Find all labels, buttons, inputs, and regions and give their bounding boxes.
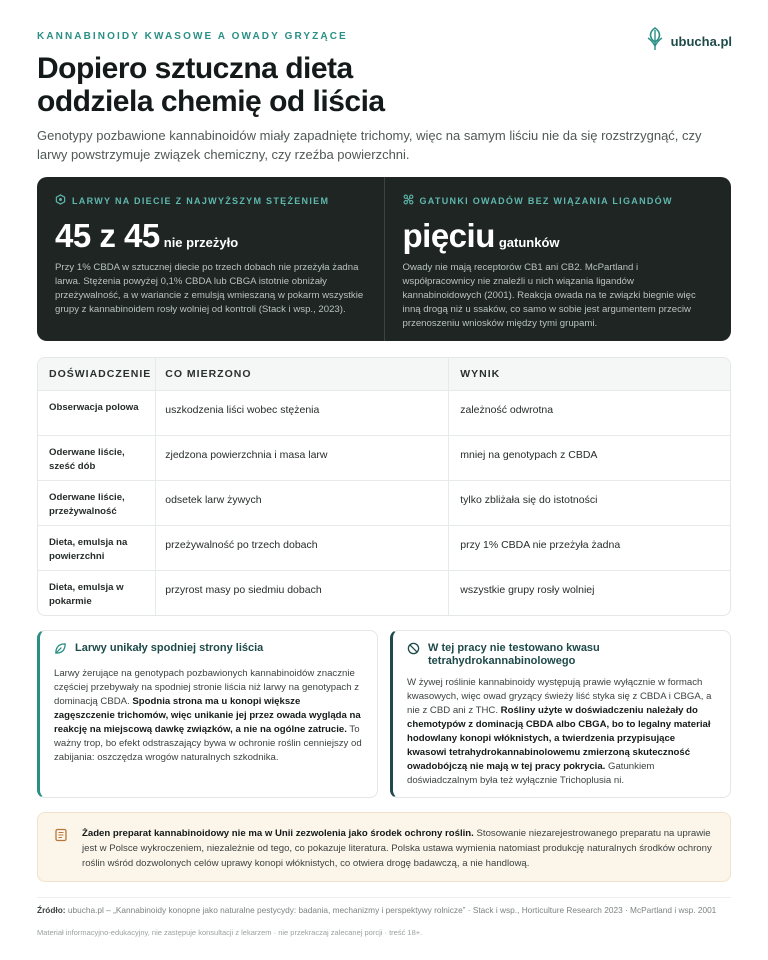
table-row <box>38 480 730 525</box>
experiment-cell: Dieta, emulsja na powierzchni <box>38 525 156 570</box>
stat-label: LARWY NA DIECIE Z NAJWYŻSZYM STĘŻENIEM <box>72 195 330 206</box>
title-line-1: Dopiero sztuczna dieta <box>37 52 353 85</box>
molecule-icon <box>403 194 414 207</box>
larvae-card <box>37 630 378 798</box>
result-cell: mniej na genotypach z CBDA <box>449 435 730 480</box>
card-text-bold: Rośliny użyte w doświadczeniu należały do chemotypów z dominacją CBDA albo CBGA, bo to legalny materiał hodowlany konopi włóknistych, a twierdzenia przypisujące kwasowi tetrahydrokannabinolowemu zmierzoną skuteczność owadobójczą nie mają w tej pracy pokrycia. <box>407 705 711 772</box>
brand-logo[interactable] <box>645 26 732 57</box>
card-body <box>54 667 363 765</box>
notice-text <box>82 826 714 871</box>
result-cell: wszystkie grupy rosły wolniej <box>449 570 730 615</box>
stat-unit: nie przeżyło <box>163 235 239 250</box>
notice-body: Stosowanie niezarejestrowanego preparatu na uprawie jest w Polsce wykroczeniem, niezależnie od tego, co pokazuje literatura. Polska ustawa wymienia natomiast produkcję naturalnych środków ochrony roślin wśród dozwolonych celów uprawy konopi włóknistych, co otwiera drogę badawczą, a nie handlową. <box>82 828 712 869</box>
stat-unit: gatunków <box>498 235 560 250</box>
measure-cell: przyrost masy po siedmiu dobach <box>156 570 449 615</box>
lede: Genotypy pozbawione kannabinoidów miały zapadnięte trichomy, więc na samym liściu nie da się rozstrzygnąć, czy larwy powstrzymuje związek chemiczny, czy rzeźba powierzchni. <box>37 128 702 162</box>
card-text: To ważny trop, bo efekt odstraszający bywa w ochronie roślin cenniejszy od zabijania: oszczędza wrogów naturalnych szkodnika. <box>54 724 362 763</box>
column-header: CO MIERZONO <box>156 358 449 390</box>
eyebrow: KANNABINOIDY KWASOWE A OWADY GRYZĄCE <box>37 31 348 42</box>
card-text-bold: Spodnia strona ma u konopi większe zagęszczenie trichomów, więc unikanie jej przez owada wygląda na reakcję na miejscową dawkę związków, a nie na ogólne zatrucie. <box>54 696 361 735</box>
measure-cell: uszkodzenia liści wobec stężenia <box>156 390 449 435</box>
table-row <box>38 390 730 435</box>
experiment-cell: Oderwane liście, przeżywalność <box>38 480 156 525</box>
legal-notice <box>37 812 731 882</box>
table-row <box>38 570 730 615</box>
table-row <box>38 435 730 480</box>
stat-value: 45 z 45 <box>55 217 160 254</box>
measure-cell: odsetek larw żywych <box>156 480 449 525</box>
experiment-cell: Oderwane liście, sześć dób <box>38 435 156 480</box>
source-label: Źródło: <box>37 905 66 915</box>
result-cell: tylko zbliżała się do istotności <box>449 480 730 525</box>
stats-panel <box>37 177 731 341</box>
leaf-icon <box>54 642 67 659</box>
untested-card <box>390 630 731 798</box>
column-header: WYNIK <box>449 358 730 390</box>
table-row <box>38 525 730 570</box>
experiments-table <box>37 357 731 616</box>
stat-description: Owady nie mają receptorów CB1 ani CB2. McPartland i współpracownicy nie znaleźli u nich wiązania ligandów kannabinoidowych (2001). Reakcja owada na te związki biegnie więc inną drogą niż u ssaków, co samo w sobie jest argumentem przeciw przenoszeniu wniosków między tymi grupami. <box>402 262 696 329</box>
card-text: Larwy żerujące na genotypach pozbawionych kannabinoidów znacznie częściej przebywały na spodniej stronie liścia niż larwy na genotypach z dominacją CBDA. <box>54 668 360 707</box>
measure-cell: przeżywalność po trzech dobach <box>156 525 449 570</box>
table-header-row <box>38 358 730 390</box>
experiment-cell: Obserwacja polowa <box>38 390 156 435</box>
card-title: W tej pracy nie testowano kwasu tetrahydrokannabinolowego <box>428 642 600 667</box>
card-title: Larwy unikały spodniej strony liścia <box>75 642 264 654</box>
card-text: W żywej roślinie kannabinoidy występują prawie wyłącznie w formach kwasowych, więc owad gryzący świeży liść styka się z CBDA i CBGA, a nie z CBD ani z THC. <box>407 677 712 716</box>
title-line-2: oddziela chemię od liścia <box>37 85 385 118</box>
card-body <box>407 676 716 788</box>
page-title <box>37 52 637 118</box>
document-icon <box>54 828 68 847</box>
notice-bold: Żaden preparat kannabinoidowy nie ma w Unii zezwolenia jako środek ochrony roślin. <box>82 828 474 839</box>
stat-description: Przy 1% CBDA w sztucznej diecie po trzech dobach nie przeżyła żadna larwa. Stężenia powyżej 0,1% CBDA lub CBGA istotnie obniżały przeżywalność, a w wariancie z emulsją wmieszaną w pokarm wszystkie grupy z kannabinoidem rosły wolniej od kontroli (Stack i wsp., 2023). <box>55 262 364 315</box>
leaf-logo-icon <box>645 26 665 57</box>
measure-cell: zjedzona powierzchnia i masa larw <box>156 435 449 480</box>
column-header: DOŚWIADCZENIE <box>38 358 156 390</box>
hexagon-icon <box>55 194 66 207</box>
source-line <box>37 897 731 917</box>
result-cell: zależność odwrotna <box>449 390 730 435</box>
stat-larvae <box>37 177 384 341</box>
prohibited-icon <box>407 642 420 659</box>
card-text: Gatunkiem doświadczalnym była też wyłącznie Trichoplusia ni. <box>407 761 655 786</box>
result-cell: przy 1% CBDA nie przeżyła żadna <box>449 525 730 570</box>
brand-name: ubucha.pl <box>670 34 732 49</box>
stat-label: GATUNKI OWADÓW BEZ WIĄZANIA LIGANDÓW <box>419 195 673 206</box>
source-text: ubucha.pl – „Kannabinoidy konopne jako naturalne pestycydy: badania, mechanizmy i perspektywy rolnicze” · Stack i wsp., Horticulture Research 2023 · McPartland i wsp. 2001 <box>65 905 717 915</box>
experiment-cell: Dieta, emulsja w pokarmie <box>38 570 156 615</box>
stat-insects <box>384 177 732 341</box>
stat-value: pięciu <box>402 217 495 254</box>
disclaimer: Materiał informacyjno-edukacyjny, nie zastępuje konsultacji z lekarzem · nie przekraczaj zalecanej porcji · treść 18+. <box>37 928 423 937</box>
